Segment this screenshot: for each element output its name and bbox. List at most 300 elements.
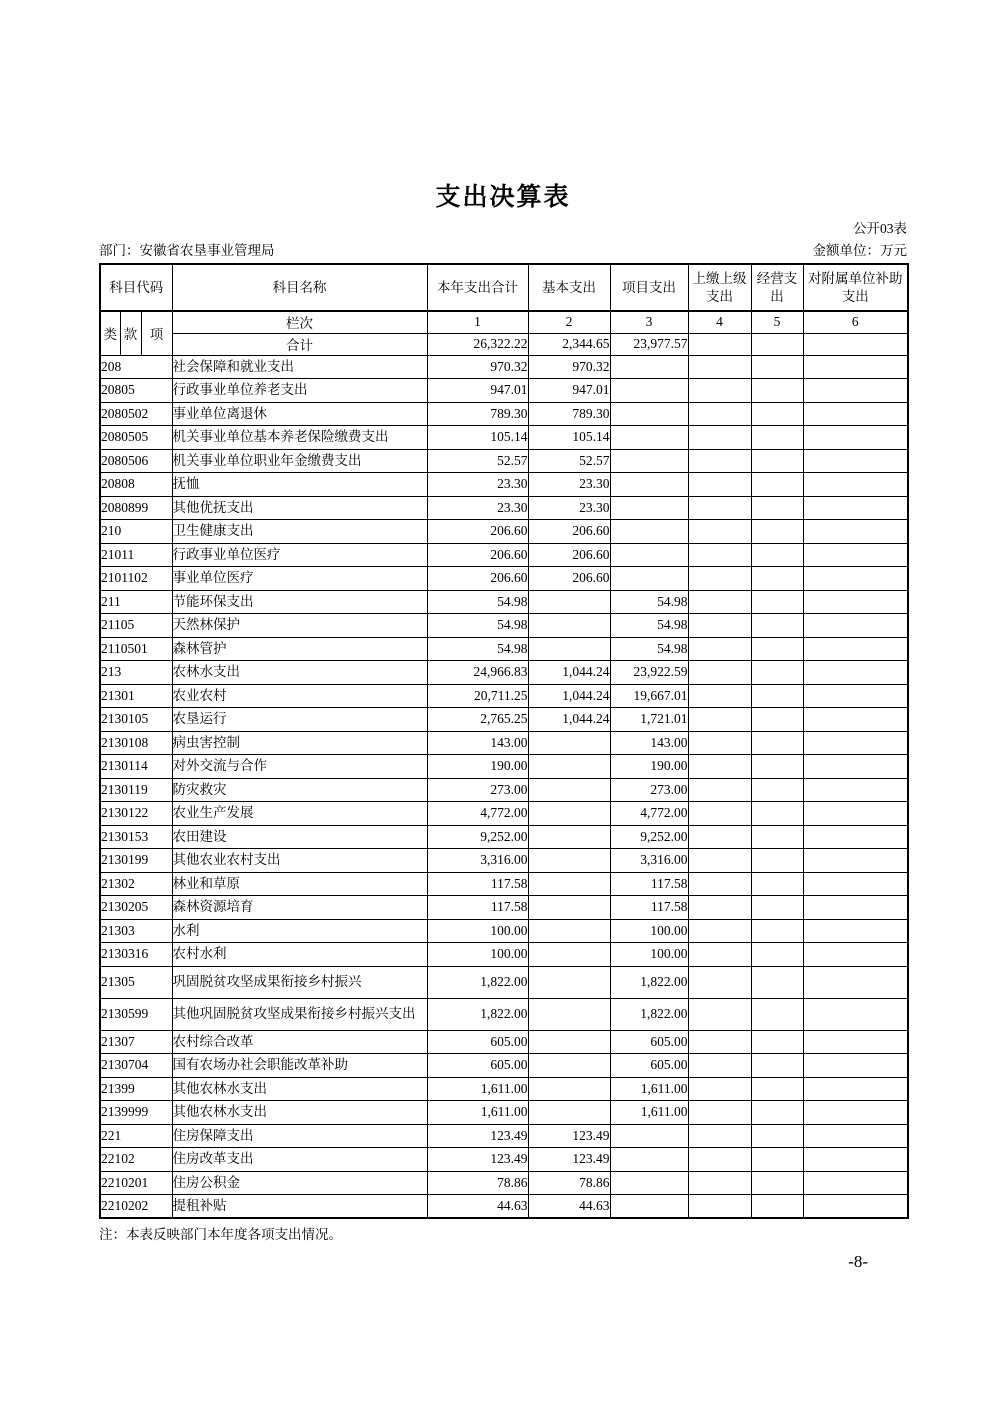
value-cell-6 [803, 402, 908, 426]
subject-name-cell: 住房保障支出 [172, 1124, 427, 1148]
value-cell-4 [688, 402, 751, 426]
total-label: 合计 [172, 333, 427, 355]
value-cell-2 [528, 872, 610, 896]
value-cell-2: 1,044.24 [528, 684, 610, 708]
value-cell-6 [803, 998, 908, 1030]
value-cell-4 [688, 614, 751, 638]
value-cell-6 [803, 684, 908, 708]
value-cell-1: 52.57 [427, 449, 528, 473]
value-cell-1: 3,316.00 [427, 849, 528, 873]
value-cell-5 [751, 755, 803, 779]
value-cell-6 [803, 426, 908, 450]
value-cell-5 [751, 426, 803, 450]
value-cell-6 [803, 943, 908, 967]
subject-name-cell: 国有农场办社会职能改革补助 [172, 1054, 427, 1078]
value-cell-1: 947.01 [427, 379, 528, 403]
subject-code-cell: 221 [100, 1124, 172, 1148]
value-cell-3 [610, 379, 688, 403]
value-cell-4 [688, 449, 751, 473]
value-cell-6 [803, 825, 908, 849]
value-cell-2: 44.63 [528, 1195, 610, 1219]
subject-code-cell: 2080505 [100, 426, 172, 450]
value-cell-1: 605.00 [427, 1054, 528, 1078]
value-cell-6 [803, 1124, 908, 1148]
page-title: 支出决算表 [435, 182, 571, 211]
value-cell-4 [688, 661, 751, 685]
value-cell-5 [751, 966, 803, 998]
subject-name-cell: 农田建设 [172, 825, 427, 849]
value-cell-4 [688, 998, 751, 1030]
value-cell-3 [610, 426, 688, 450]
value-cell-6 [803, 567, 908, 591]
subject-name-cell: 提租补贴 [172, 1195, 427, 1219]
value-cell-5 [751, 998, 803, 1030]
value-cell-1: 4,772.00 [427, 802, 528, 826]
value-cell-3: 54.98 [610, 590, 688, 614]
value-cell-6 [803, 708, 908, 732]
subject-name-cell: 其他农林水支出 [172, 1101, 427, 1125]
value-cell-2: 23.30 [528, 496, 610, 520]
value-cell-6 [803, 919, 908, 943]
value-cell-4 [688, 684, 751, 708]
value-cell-4 [688, 520, 751, 544]
value-cell-4 [688, 590, 751, 614]
value-cell-2 [528, 849, 610, 873]
total-value-3: 23,977.57 [610, 333, 688, 355]
value-cell-5 [751, 1030, 803, 1054]
unit-label: 金额单位：万元 [812, 243, 907, 258]
value-cell-4 [688, 1077, 751, 1101]
subject-code-cell: 2139999 [100, 1101, 172, 1125]
value-cell-5 [751, 355, 803, 379]
value-cell-3: 1,822.00 [610, 998, 688, 1030]
header-value-col-4: 上缴上级支出 [688, 264, 751, 311]
value-cell-3 [610, 449, 688, 473]
subject-name-cell: 农业生产发展 [172, 802, 427, 826]
value-cell-2: 970.32 [528, 355, 610, 379]
value-cell-6 [803, 1101, 908, 1125]
subject-name-cell: 抚恤 [172, 473, 427, 497]
value-cell-6 [803, 379, 908, 403]
value-cell-6 [803, 590, 908, 614]
value-cell-6 [803, 872, 908, 896]
value-cell-5 [751, 1124, 803, 1148]
value-cell-4 [688, 1124, 751, 1148]
header-code-sub-3: 项 [141, 311, 172, 355]
value-cell-1: 206.60 [427, 567, 528, 591]
value-cell-1: 143.00 [427, 731, 528, 755]
table-row [100, 614, 908, 638]
value-cell-2: 947.01 [528, 379, 610, 403]
subject-code-cell: 2130205 [100, 896, 172, 920]
value-cell-5 [751, 731, 803, 755]
value-cell-6 [803, 520, 908, 544]
header-value-col-5: 经营支出 [751, 264, 803, 311]
value-cell-1: 23.30 [427, 496, 528, 520]
sheet [99, 0, 907, 1243]
value-cell-4 [688, 1030, 751, 1054]
value-cell-3: 54.98 [610, 637, 688, 661]
value-cell-5 [751, 1148, 803, 1172]
value-cell-3: 23,922.59 [610, 661, 688, 685]
subject-name-cell: 社会保障和就业支出 [172, 355, 427, 379]
subject-code-cell: 20805 [100, 379, 172, 403]
value-cell-2 [528, 731, 610, 755]
table-row [100, 637, 908, 661]
value-cell-5 [751, 449, 803, 473]
value-cell-1: 190.00 [427, 755, 528, 779]
subject-code-cell: 213 [100, 661, 172, 685]
value-cell-3 [610, 543, 688, 567]
value-cell-5 [751, 402, 803, 426]
value-cell-1: 23.30 [427, 473, 528, 497]
value-cell-2: 206.60 [528, 520, 610, 544]
value-cell-6 [803, 614, 908, 638]
value-cell-2: 52.57 [528, 449, 610, 473]
table-row [100, 919, 908, 943]
subject-code-cell: 2130108 [100, 731, 172, 755]
subject-name-cell: 行政事业单位养老支出 [172, 379, 427, 403]
value-cell-2: 23.30 [528, 473, 610, 497]
value-cell-4 [688, 919, 751, 943]
subject-name-cell: 林业和草原 [172, 872, 427, 896]
table-row [100, 1054, 908, 1078]
value-cell-6 [803, 1195, 908, 1219]
subject-name-cell: 行政事业单位医疗 [172, 543, 427, 567]
subject-name-cell: 农村水利 [172, 943, 427, 967]
total-value-6 [803, 333, 908, 355]
value-cell-4 [688, 872, 751, 896]
value-cell-3: 190.00 [610, 755, 688, 779]
table-row [100, 1077, 908, 1101]
table-row [100, 708, 908, 732]
value-cell-5 [751, 520, 803, 544]
value-cell-6 [803, 661, 908, 685]
value-cell-2 [528, 614, 610, 638]
value-cell-3: 605.00 [610, 1030, 688, 1054]
value-cell-2: 206.60 [528, 543, 610, 567]
value-cell-2: 789.30 [528, 402, 610, 426]
value-cell-2: 1,044.24 [528, 661, 610, 685]
value-cell-5 [751, 1171, 803, 1195]
table-row [100, 520, 908, 544]
value-cell-1: 1,611.00 [427, 1077, 528, 1101]
value-cell-6 [803, 1077, 908, 1101]
subject-code-cell: 208 [100, 355, 172, 379]
subject-name-cell: 农林水支出 [172, 661, 427, 685]
value-cell-6 [803, 355, 908, 379]
table-row [100, 943, 908, 967]
value-cell-5 [751, 379, 803, 403]
table-row [100, 684, 908, 708]
value-cell-4 [688, 473, 751, 497]
value-cell-6 [803, 849, 908, 873]
value-cell-5 [751, 661, 803, 685]
value-cell-4 [688, 543, 751, 567]
table-row [100, 1171, 908, 1195]
value-cell-2 [528, 802, 610, 826]
value-cell-3: 117.58 [610, 872, 688, 896]
row-index-4: 4 [688, 311, 751, 333]
table-row [100, 449, 908, 473]
value-cell-5 [751, 1101, 803, 1125]
value-cell-5 [751, 896, 803, 920]
value-cell-1: 100.00 [427, 919, 528, 943]
table-row [100, 731, 908, 755]
value-cell-1: 789.30 [427, 402, 528, 426]
value-cell-3 [610, 402, 688, 426]
row-index-5: 5 [751, 311, 803, 333]
department-label: 部门：安徽省农垦事业管理局 [99, 243, 275, 258]
subject-name-cell: 农村综合改革 [172, 1030, 427, 1054]
value-cell-5 [751, 943, 803, 967]
value-cell-5 [751, 684, 803, 708]
row-index-1: 1 [427, 311, 528, 333]
value-cell-1: 24,966.83 [427, 661, 528, 685]
value-cell-3: 100.00 [610, 919, 688, 943]
value-cell-3 [610, 1148, 688, 1172]
value-cell-2: 1,044.24 [528, 708, 610, 732]
total-value-1: 26,322.22 [427, 333, 528, 355]
subject-code-cell: 22102 [100, 1148, 172, 1172]
value-cell-5 [751, 590, 803, 614]
value-cell-3: 9,252.00 [610, 825, 688, 849]
value-cell-6 [803, 1030, 908, 1054]
table-row [100, 825, 908, 849]
row-index-6: 6 [803, 311, 908, 333]
value-cell-6 [803, 778, 908, 802]
meta-row [99, 242, 907, 259]
value-cell-3 [610, 567, 688, 591]
value-cell-2: 78.86 [528, 1171, 610, 1195]
subject-code-cell: 21307 [100, 1030, 172, 1054]
subject-code-cell: 2080502 [100, 402, 172, 426]
value-cell-4 [688, 755, 751, 779]
value-cell-4 [688, 731, 751, 755]
table-row [100, 1195, 908, 1219]
value-cell-2 [528, 1054, 610, 1078]
subject-code-cell: 211 [100, 590, 172, 614]
value-cell-2 [528, 590, 610, 614]
subject-code-cell: 21305 [100, 966, 172, 998]
table-row [100, 590, 908, 614]
subject-name-cell: 水利 [172, 919, 427, 943]
value-cell-3 [610, 1171, 688, 1195]
table-row [100, 1101, 908, 1125]
value-cell-3 [610, 1195, 688, 1219]
value-cell-5 [751, 849, 803, 873]
table-row [100, 755, 908, 779]
table-row [100, 1124, 908, 1148]
subject-name-cell: 其他巩固脱贫攻坚成果衔接乡村振兴支出 [172, 998, 427, 1030]
table-row [100, 778, 908, 802]
value-cell-5 [751, 872, 803, 896]
subject-code-cell: 2130105 [100, 708, 172, 732]
subject-name-cell: 对外交流与合作 [172, 755, 427, 779]
subject-name-cell: 其他农林水支出 [172, 1077, 427, 1101]
value-cell-3: 605.00 [610, 1054, 688, 1078]
table-row [100, 849, 908, 873]
value-cell-1: 206.60 [427, 520, 528, 544]
subject-code-cell: 2080506 [100, 449, 172, 473]
value-cell-4 [688, 943, 751, 967]
total-value-4 [688, 333, 751, 355]
value-cell-1: 117.58 [427, 896, 528, 920]
value-cell-1: 105.14 [427, 426, 528, 450]
subject-code-cell: 2130199 [100, 849, 172, 873]
header-code-sub-2: 款 [120, 311, 141, 355]
value-cell-5 [751, 1077, 803, 1101]
total-value-5 [751, 333, 803, 355]
subject-name-cell: 卫生健康支出 [172, 520, 427, 544]
value-cell-4 [688, 1195, 751, 1219]
value-cell-2 [528, 755, 610, 779]
total-value-2: 2,344.65 [528, 333, 610, 355]
value-cell-6 [803, 802, 908, 826]
subject-name-cell: 防灾救灾 [172, 778, 427, 802]
form-code-label: 公开03表 [853, 221, 907, 236]
value-cell-4 [688, 708, 751, 732]
subject-name-cell: 事业单位医疗 [172, 567, 427, 591]
value-cell-4 [688, 379, 751, 403]
value-cell-6 [803, 1148, 908, 1172]
subject-code-cell: 2210201 [100, 1171, 172, 1195]
value-cell-2: 206.60 [528, 567, 610, 591]
value-cell-1: 273.00 [427, 778, 528, 802]
table-row [100, 426, 908, 450]
value-cell-1: 117.58 [427, 872, 528, 896]
table-row [100, 567, 908, 591]
value-cell-2: 123.49 [528, 1148, 610, 1172]
value-cell-5 [751, 543, 803, 567]
header-subject-name: 科目名称 [172, 264, 427, 311]
value-cell-3: 54.98 [610, 614, 688, 638]
row-index-label: 栏次 [172, 311, 427, 333]
subject-code-cell: 21011 [100, 543, 172, 567]
value-cell-2 [528, 896, 610, 920]
subject-name-cell: 病虫害控制 [172, 731, 427, 755]
table-note: 注：本表反映部门本年度各项支出情况。 [99, 1227, 342, 1242]
value-cell-3: 1,822.00 [610, 966, 688, 998]
value-cell-3: 1,611.00 [610, 1077, 688, 1101]
subject-code-cell: 21303 [100, 919, 172, 943]
value-cell-1: 2,765.25 [427, 708, 528, 732]
subject-code-cell: 2101102 [100, 567, 172, 591]
value-cell-4 [688, 1171, 751, 1195]
subject-code-cell: 2130114 [100, 755, 172, 779]
value-cell-3: 143.00 [610, 731, 688, 755]
table-row [100, 1030, 908, 1054]
value-cell-5 [751, 708, 803, 732]
value-cell-3: 273.00 [610, 778, 688, 802]
subject-name-cell: 节能环保支出 [172, 590, 427, 614]
subject-name-cell: 机关事业单位职业年金缴费支出 [172, 449, 427, 473]
value-cell-3 [610, 473, 688, 497]
subject-code-cell: 2130316 [100, 943, 172, 967]
value-cell-2 [528, 1030, 610, 1054]
table-row [100, 355, 908, 379]
value-cell-2 [528, 778, 610, 802]
subject-code-cell: 21301 [100, 684, 172, 708]
subject-code-cell: 20808 [100, 473, 172, 497]
subject-name-cell: 森林资源培育 [172, 896, 427, 920]
table-row [100, 473, 908, 497]
table-row [100, 379, 908, 403]
subject-code-cell: 21399 [100, 1077, 172, 1101]
subject-name-cell: 农业农村 [172, 684, 427, 708]
subject-code-cell: 2130122 [100, 802, 172, 826]
table-row [100, 872, 908, 896]
value-cell-5 [751, 1195, 803, 1219]
value-cell-3: 4,772.00 [610, 802, 688, 826]
row-index-2: 2 [528, 311, 610, 333]
value-cell-3: 117.58 [610, 896, 688, 920]
value-cell-5 [751, 1054, 803, 1078]
value-cell-5 [751, 637, 803, 661]
value-cell-4 [688, 825, 751, 849]
value-cell-1: 123.49 [427, 1124, 528, 1148]
value-cell-2 [528, 943, 610, 967]
subject-name-cell: 住房公积金 [172, 1171, 427, 1195]
header-value-col-6: 对附属单位补助支出 [803, 264, 908, 311]
value-cell-2 [528, 1077, 610, 1101]
value-cell-4 [688, 496, 751, 520]
value-cell-5 [751, 473, 803, 497]
value-cell-6 [803, 1054, 908, 1078]
value-cell-1: 123.49 [427, 1148, 528, 1172]
row-index-3: 3 [610, 311, 688, 333]
page-number: -8- [848, 1252, 868, 1271]
value-cell-6 [803, 896, 908, 920]
value-cell-5 [751, 567, 803, 591]
subject-code-cell: 2130599 [100, 998, 172, 1030]
value-cell-4 [688, 637, 751, 661]
subject-name-cell: 天然林保护 [172, 614, 427, 638]
subject-code-cell: 2130153 [100, 825, 172, 849]
subject-name-cell: 机关事业单位基本养老保险缴费支出 [172, 426, 427, 450]
value-cell-3 [610, 496, 688, 520]
value-cell-1: 1,822.00 [427, 998, 528, 1030]
value-cell-2 [528, 825, 610, 849]
value-cell-2 [528, 966, 610, 998]
value-cell-3 [610, 1124, 688, 1148]
value-cell-1: 44.63 [427, 1195, 528, 1219]
value-cell-3: 100.00 [610, 943, 688, 967]
value-cell-1: 78.86 [427, 1171, 528, 1195]
subject-name-cell: 巩固脱贫攻坚成果衔接乡村振兴 [172, 966, 427, 998]
value-cell-6 [803, 496, 908, 520]
value-cell-2 [528, 919, 610, 943]
value-cell-6 [803, 1171, 908, 1195]
value-cell-5 [751, 919, 803, 943]
subject-code-cell: 21105 [100, 614, 172, 638]
subject-code-cell: 2130704 [100, 1054, 172, 1078]
value-cell-6 [803, 473, 908, 497]
value-cell-1: 1,611.00 [427, 1101, 528, 1125]
table-row [100, 661, 908, 685]
header-value-col-2: 基本支出 [528, 264, 610, 311]
value-cell-1: 970.32 [427, 355, 528, 379]
header-value-col-3: 项目支出 [610, 264, 688, 311]
value-cell-4 [688, 802, 751, 826]
value-cell-6 [803, 543, 908, 567]
value-cell-2 [528, 1101, 610, 1125]
subject-name-cell: 其他农业农村支出 [172, 849, 427, 873]
value-cell-4 [688, 567, 751, 591]
value-cell-1: 20,711.25 [427, 684, 528, 708]
value-cell-5 [751, 825, 803, 849]
subject-code-cell: 2130119 [100, 778, 172, 802]
